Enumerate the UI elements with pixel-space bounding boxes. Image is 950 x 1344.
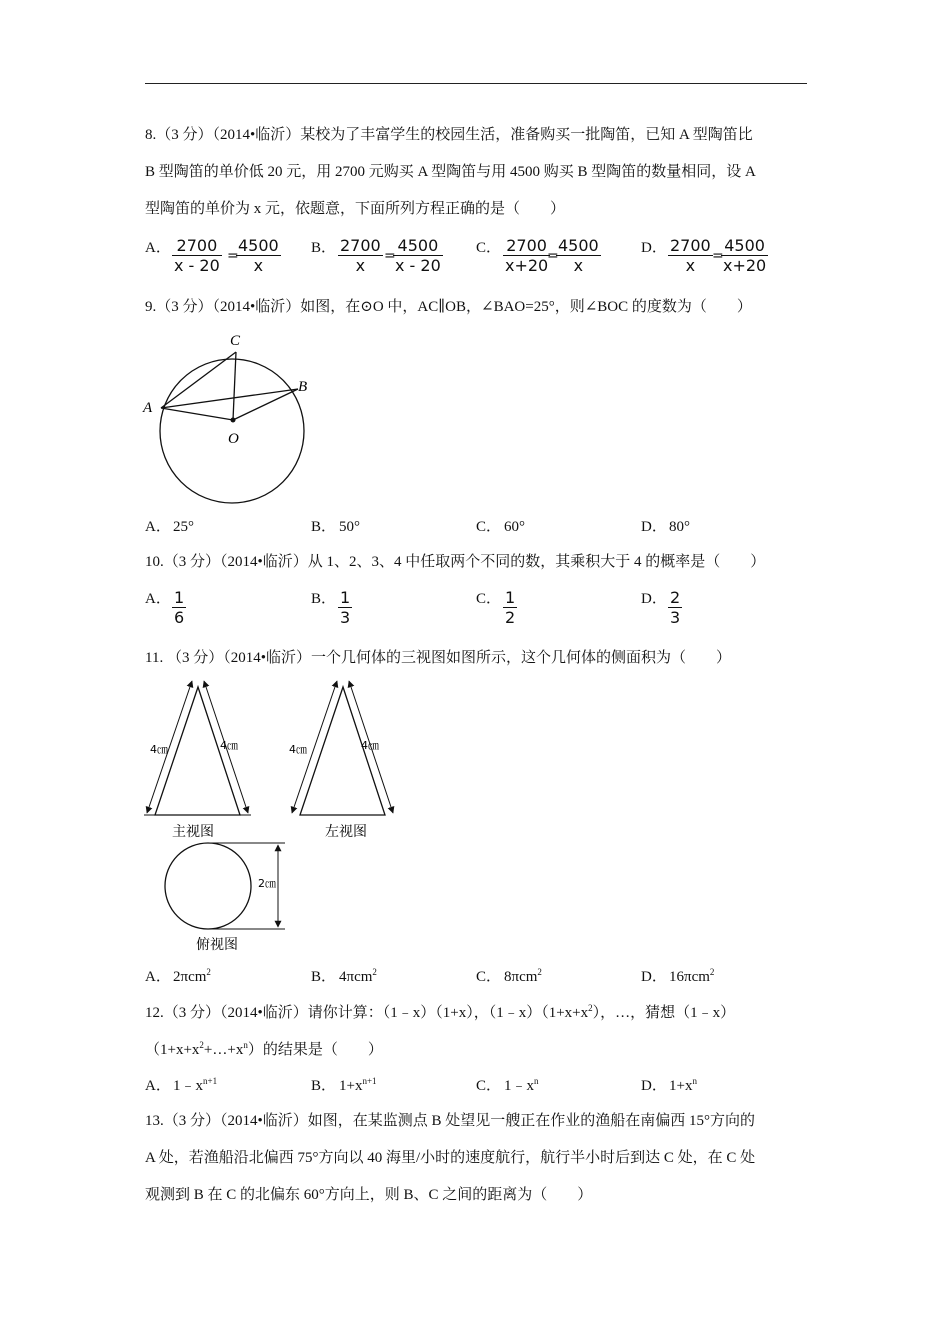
fraction-left: $\frac{2700}{x}$ (340, 236, 381, 275)
q13-line2: A 处，若渔船沿北偏西 75°方向以 40 海里/小时的速度航行，航行半小时后到达 C 处，在 C 处 (145, 1150, 756, 1166)
option-text: 60° (504, 519, 525, 535)
option-label: C． (476, 1078, 502, 1094)
fraction-right: $\frac{4500}{x+20}$ (723, 236, 767, 275)
option-text: 16πcm$^2$ (669, 967, 715, 985)
option-label: D． (641, 591, 667, 607)
fraction-right: $\frac{4500}{x}$ (558, 236, 599, 275)
q8-line2: B 型陶笛的单价低 20 元，用 2700 元购买 A 型陶笛与用 4500 购买 B 型陶笛的数量相同，设 A (145, 164, 756, 180)
option-label: A． (145, 591, 171, 607)
fraction-left: $\frac{2700}{x}$ (670, 236, 711, 275)
label-o: O (228, 431, 239, 447)
option-label: B． (311, 519, 337, 535)
q9-circle-figure (140, 325, 320, 510)
fraction: $\frac{1}{3}$ (340, 588, 351, 627)
option-label: C． (476, 969, 502, 985)
header-rule (145, 83, 807, 84)
fraction-right: $\frac{4500}{x - 20}$ (395, 236, 441, 275)
option-text: $1﹣x^n$ (504, 1076, 539, 1094)
option-label: B． (311, 591, 337, 607)
label-c: C (230, 333, 241, 349)
fraction-left: $\frac{2700}{x+20}$ (505, 236, 549, 275)
side-left-dim: 4㎝ (289, 743, 307, 756)
q8-line1: 8.（3 分）（2014•临沂）某校为了丰富学生的校园生活，准备购买一批陶笛，已知 A 型陶笛比 (145, 127, 753, 143)
option-label: C． (476, 240, 502, 256)
front-view (144, 681, 251, 840)
fraction: $\frac{1}{2}$ (505, 588, 516, 627)
q13-line3: 观测到 B 在 C 的北偏东 60°方向上，则 B、C 之间的距离为（ ） (145, 1187, 593, 1203)
option-label: B． (311, 969, 337, 985)
q12-line1: 12.（3 分）（2014•临沂）请你计算：（1﹣x）（1+x），$(1﹣x)(1+x+x^2)$，…，猜想（1﹣x） (145, 1003, 736, 1021)
label-b: B (298, 379, 308, 395)
top-caption: 俯视图 (196, 937, 238, 953)
q9-line1: 9.（3 分）（2014•临沂）如图，在⊙O 中，AC∥OB，∠BAO=25°，则∠BOC 的度数为（ ） (145, 299, 752, 315)
q11-three-views-figure (140, 675, 400, 965)
option-text: $1﹣x^{n+1}$ (173, 1076, 218, 1094)
segment-co (233, 352, 236, 420)
fraction: $\frac{2}{3}$ (670, 588, 681, 627)
q13-line1: 13.（3 分）（2014•临沂）如图，在某监测点 B 处望见一艘正在作业的渔船在南偏西 15°方向的 (145, 1113, 756, 1129)
option-label: B． (311, 1078, 337, 1094)
option-label: C． (476, 591, 502, 607)
center-point (231, 418, 236, 423)
option-label: A． (145, 240, 171, 256)
option-label: C． (476, 519, 502, 535)
option-label: A． (145, 1078, 171, 1094)
option-text: 4πcm$^2$ (339, 967, 377, 985)
option-label: D． (641, 519, 667, 535)
option-text: 8πcm$^2$ (504, 967, 542, 985)
front-caption: 主视图 (172, 824, 214, 840)
top-dim: 2㎝ (258, 877, 276, 890)
equals-sign: = (547, 248, 559, 264)
side-caption: 左视图 (325, 824, 367, 840)
option-label: D． (641, 969, 667, 985)
front-right-dim: 4㎝ (220, 739, 238, 752)
option-label: D． (641, 1078, 667, 1094)
fraction: $\frac{1}{6}$ (174, 588, 185, 627)
option-text: 50° (339, 519, 360, 535)
q10-line1: 10.（3 分）（2014•临沂）从 1、2、3、4 中任取两个不同的数，其乘积大于 4 的概率是（ ） (145, 554, 766, 570)
fraction-right: $\frac{4500}{x}$ (238, 236, 279, 275)
option-text: $1+x^n$ (669, 1076, 697, 1094)
option-text: 25° (173, 519, 194, 535)
top-view (165, 843, 285, 953)
q8-line3: 型陶笛的单价为 x 元，依题意，下面所列方程正确的是（ ） (145, 201, 566, 217)
label-a: A (143, 400, 153, 416)
side-right-dim: 4㎝ (361, 739, 379, 752)
option-label: A． (145, 969, 171, 985)
equals-sign: = (384, 248, 396, 264)
q11-line1: 11. （3 分）（2014•临沂）一个几何体的三视图如图所示，这个几何体的侧面积为（ ） (145, 650, 731, 666)
option-label: D． (641, 240, 667, 256)
front-left-dim: 4㎝ (150, 743, 168, 756)
equals-sign: = (712, 248, 724, 264)
side-view (289, 681, 393, 840)
segment-ao (161, 408, 233, 420)
equals-sign: = (227, 248, 239, 264)
q12-line2: $(1+x+x^2+\dots+x^n)$的结果是（ ） (145, 1040, 383, 1058)
option-label: B． (311, 240, 337, 256)
option-label: A． (145, 519, 171, 535)
option-text: $1+x^{n+1}$ (339, 1076, 377, 1094)
option-text: 80° (669, 519, 690, 535)
option-text: 2πcm$^2$ (173, 967, 211, 985)
fraction-left: $\frac{2700}{x - 20}$ (174, 236, 220, 275)
